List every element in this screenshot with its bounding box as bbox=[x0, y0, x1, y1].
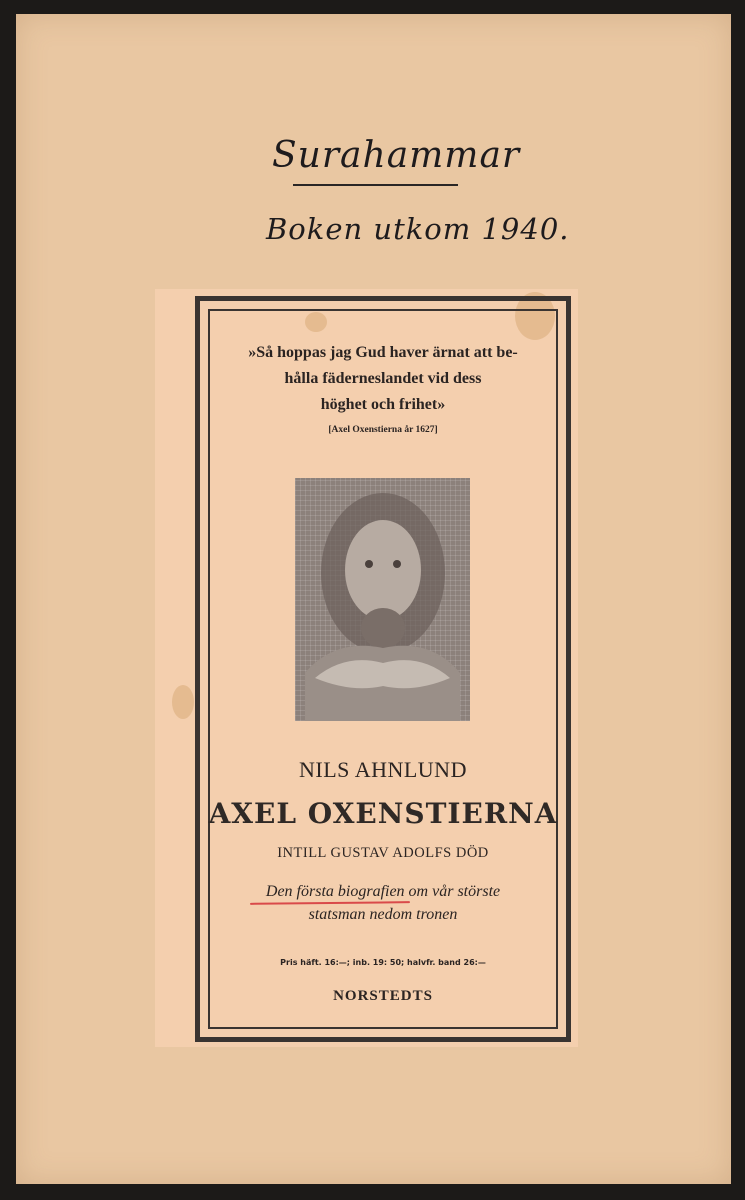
handwritten-place-name: Surahammar bbox=[272, 135, 521, 176]
book-title: AXEL OXENSTIERNA bbox=[208, 797, 558, 830]
tagline-line: statsman nedom tronen bbox=[308, 906, 458, 923]
quote bbox=[195, 340, 571, 418]
handwritten-note: Boken utkom 1940. bbox=[266, 212, 570, 246]
quote-line: »Så hoppas jag Gud haver ärnat att be- bbox=[248, 344, 518, 361]
price-info: Pris häft. 16:—; inb. 19: 50; halvfr. band 26:— bbox=[280, 958, 486, 967]
publisher-name: NORSTEDTS bbox=[333, 988, 433, 1004]
quote-line: höghet och frihet» bbox=[320, 396, 446, 413]
portrait-image bbox=[295, 478, 470, 721]
stain-mark bbox=[172, 685, 194, 719]
book-subtitle: INTILL GUSTAV ADOLFS DÖD bbox=[277, 845, 489, 861]
handwritten-underline bbox=[293, 184, 458, 186]
portrait-illustration bbox=[295, 478, 470, 721]
quote-line: hålla fäderneslandet vid dess bbox=[284, 370, 482, 387]
quote-source: [Axel Oxenstierna år 1627] bbox=[328, 425, 438, 435]
author-name: NILS AHNLUND bbox=[299, 757, 467, 782]
tagline-line: Den första biografien om vår störste bbox=[265, 883, 501, 900]
